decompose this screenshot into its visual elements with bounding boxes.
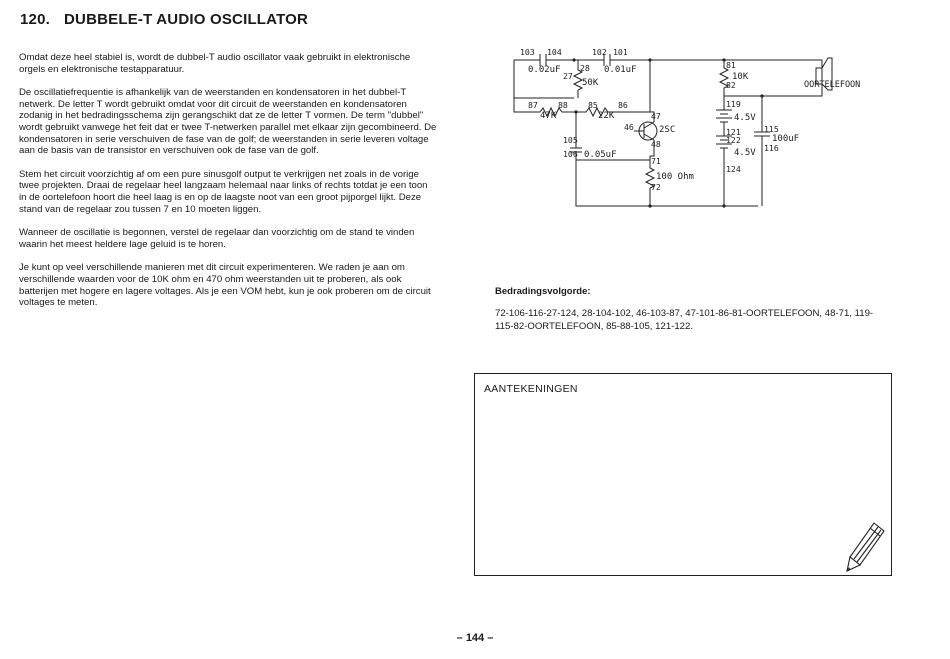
- label-87: 87: [528, 100, 538, 110]
- wiring-sequence: 72-106-116-27-124, 28-104-102, 46-103-87, 47-101-86-81-OORTELEFOON, 48-71, 119-115-82-OORTELEFOON, 85-88-105, 121-122.: [495, 308, 874, 332]
- paragraph: Stem het circuit voorzichtig af om een pure sinusgolf output te verkrijgen net zoals in de vorige twee projekten. Draai de regelaar heel langzaam helemaal naar links of rechts totdat je een toon in de oortelefoon hoort die heel laag is en op de laagste noot van een groot pijporgel lijkt. Deze stand van de regelaar zou tussen 7 en 10 moeten liggen.: [19, 168, 428, 215]
- label-28: 28: [580, 63, 590, 73]
- label-104: 104: [547, 47, 562, 57]
- label-106: 106: [563, 149, 578, 159]
- pencil-icon: [840, 519, 888, 575]
- label-81: 81: [726, 60, 736, 70]
- label-88: 88: [558, 100, 568, 110]
- capacitor-value-2: 0.01uF: [604, 65, 637, 75]
- label-116: 116: [764, 143, 779, 153]
- resistor-value-1: 47K: [540, 111, 557, 121]
- resistor-value-3: 100 Ohm: [656, 172, 694, 182]
- paragraph: Je kunt op veel verschillende manieren met dit circuit experimenteren. We raden je aan om verschillende waarden voor de 10K ohm en 470 ohm weerstanden uit te proberen, als ook batterijen met hogere en lagere voltages. Als je een VOM hebt, kun je ook proberen om de circuit voltages te meten.: [19, 262, 431, 309]
- label-101: 101: [613, 47, 628, 57]
- wiring-heading: Bedradingsvolgorde:: [495, 286, 591, 297]
- transistor-leads: [634, 122, 654, 140]
- capacitor-value-4: 100uF: [772, 134, 800, 144]
- capacitor-value-1: 0.02uF: [528, 65, 561, 75]
- paragraph: De oscillatiefrequentie is afhankelijk van de weerstanden en kondensatoren in het dubbel-T netwerk. De letter T wordt gebruikt omdat voor dit circuit de weerstanden en kondensatoren zodanig in het bedradingsschema zijn gerangschikt dat ze de letter T vormen. De term "dubbel" wordt gebruikt vanwege het feit dat er twee T-netwerken parallel met elkaar zijn gecombineerd. De kondensatoren in serie verschuiven de fase van de golf; de weerstanden in serie leveren voltage aan de basis van de transistor en verschuiven ook de fase van de golf.: [19, 87, 437, 157]
- resistor-value-2: 22K: [598, 111, 615, 121]
- capacitor-value-3: 0.05uF: [584, 150, 617, 160]
- pot-value: 50K: [582, 78, 599, 88]
- label-71: 71: [651, 156, 661, 166]
- transistor-label: 2SC: [659, 125, 676, 135]
- label-122: 122: [726, 135, 741, 145]
- label-47: 47: [651, 111, 661, 121]
- battery-value-1: 4.5V: [734, 113, 756, 123]
- label-103: 103: [520, 47, 535, 57]
- project-title: DUBBELE-T AUDIO OSCILLATOR: [64, 11, 309, 28]
- earphone-label: OORTELEFOON: [804, 80, 861, 90]
- page-title: [20, 11, 308, 28]
- circuit-schematic: [500, 40, 885, 215]
- paragraph: Omdat deze heel stabiel is, wordt de dubbel-T audio oscillator vaak gebruikt in elektronische orgels en elektronische testapparatuur.: [19, 52, 411, 75]
- page-number: – 144 –: [456, 632, 494, 644]
- resistor-value-4: 10K: [732, 72, 749, 82]
- wire: [640, 60, 650, 112]
- label-86: 86: [618, 100, 628, 110]
- notes-label: AANTEKENINGEN: [484, 383, 578, 395]
- label-27: 27: [563, 71, 573, 81]
- label-102: 102: [592, 47, 607, 57]
- project-number: 120.: [20, 11, 50, 28]
- body-text: [19, 52, 437, 321]
- label-115: 115: [764, 124, 779, 134]
- wire: [514, 98, 526, 112]
- label-48: 48: [651, 139, 661, 149]
- battery-value-2: 4.5V: [734, 148, 756, 158]
- label-82: 82: [726, 80, 736, 90]
- notes-box[interactable]: [474, 373, 892, 576]
- label-46: 46: [624, 122, 634, 132]
- label-85: 85: [588, 100, 598, 110]
- battery-pack: [716, 96, 732, 206]
- label-124: 124: [726, 164, 741, 174]
- paragraph: Wanneer de oscillatie is begonnen, verstel de regelaar dan voorzichtig om de stand te vinden waarin het meest heldere lage geluid is te horen.: [19, 227, 415, 250]
- label-72: 72: [651, 182, 661, 192]
- label-121: 121: [726, 127, 741, 137]
- label-119: 119: [726, 99, 741, 109]
- label-105: 105: [563, 135, 578, 145]
